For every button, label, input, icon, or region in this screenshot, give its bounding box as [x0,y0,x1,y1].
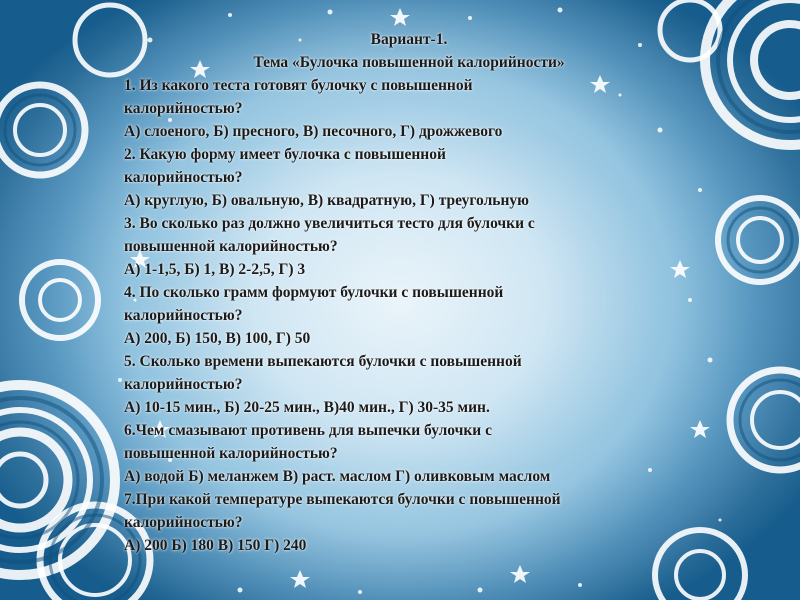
question-2-line-1: 2. Какую форму имеет булочка с повышенной [124,146,446,163]
question-7-line-1: 7.При какой температуре выпекаются булочки с повышенной [124,491,561,508]
question-3-line-1: 3. Во сколько раз должно увеличиться тесто для булочки с [124,215,535,232]
question-7-line-2: калорийностью? [124,514,243,531]
question-6-line-1: 6.Чем смазывают противень для выпечки булочки с [124,422,492,439]
question-5-answers: А) 10-15 мин., Б) 20-25 мин., В)40 мин., Г) 30-35 мин. [124,399,490,416]
question-4-answers: А) 200, Б) 150, В) 100, Г) 50 [124,330,311,347]
question-7-answers: А) 200 Б) 180 В) 150 Г) 240 [124,537,307,554]
question-5-line-1: 5. Сколько времени выпекаются булочки с повышенной [124,353,522,370]
question-5-line-2: калорийностью? [124,376,243,393]
question-2-line-2: калорийностью? [124,169,243,186]
question-6-line-2: повышенной калорийностью? [124,445,338,462]
question-4-line-2: калорийностью? [124,307,243,324]
question-3-answers: А) 1-1,5, Б) 1, В) 2-2,5, Г) 3 [124,261,306,278]
question-1-line-1: 1. Из какого теста готовят булочку с повышенной [124,77,473,94]
question-1-line-2: калорийностью? [124,100,243,117]
question-4-line-1: 4. По сколько грамм формуют булочки с повышенной [124,284,504,301]
question-2-answers: А) круглую, Б) овальную, В) квадратную, Г) треугольную [124,192,529,209]
question-6-answers: А) водой Б) меланжем В) раст. маслом Г) оливковым маслом [124,468,551,485]
topic-title: Тема «Булочка повышенной калорийности» [253,54,565,71]
question-3-line-2: повышенной калорийностью? [124,238,338,255]
quiz-content [124,28,694,557]
variant-title: Вариант-1. [370,31,448,48]
question-1-answers: А) слоеного, Б) пресного, В) песочного, Г) дрожжевого [124,123,503,140]
